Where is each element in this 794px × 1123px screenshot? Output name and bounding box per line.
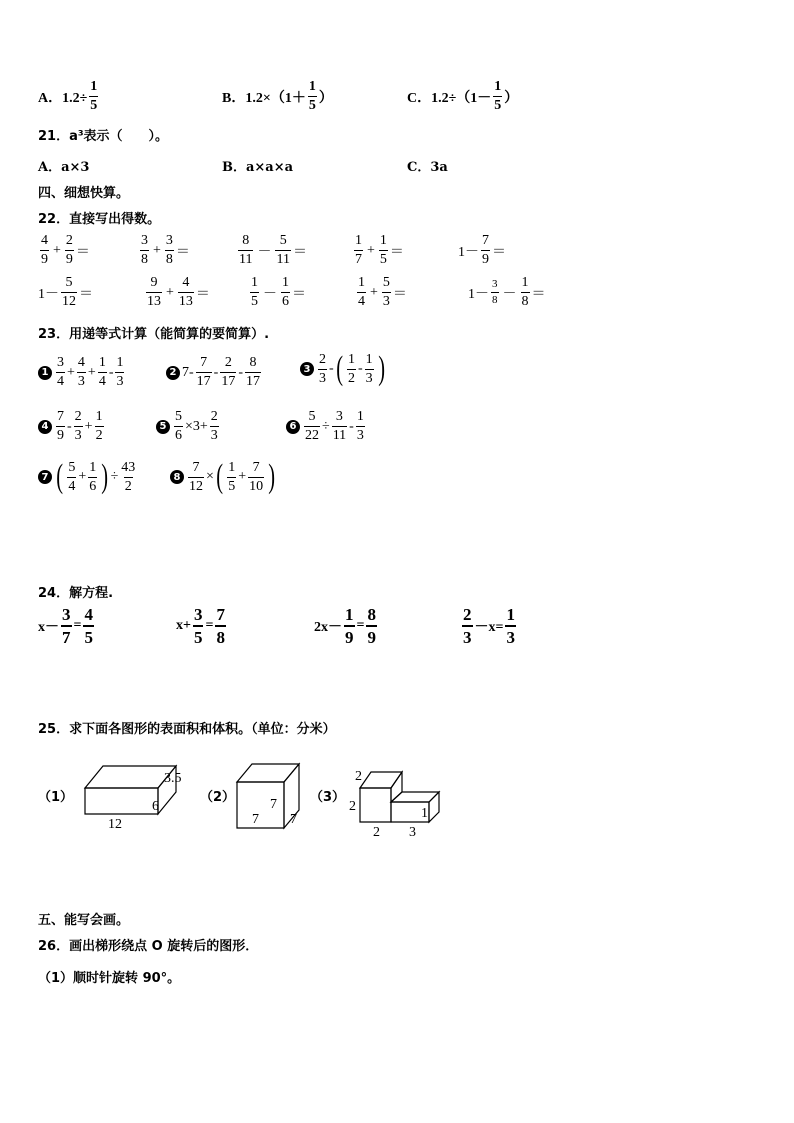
circled-number-5: 5 bbox=[156, 420, 170, 434]
solid-top-depth-label: 2 bbox=[355, 769, 362, 784]
q23-expr-5: 5 $\frac{5}{6}$ ×3+ $\frac{2}{3}$ bbox=[156, 410, 221, 443]
q22-item-1: $\frac{4}{9}$ + $\frac{2}{9}$ ＝ bbox=[41, 233, 90, 267]
cube-edge-label-inner: 7 bbox=[270, 797, 277, 812]
cuboid-width-label: 6 bbox=[152, 799, 159, 814]
q21-option-b: B．a×a×a bbox=[222, 160, 294, 175]
q20-option-c: C．1.2÷（1－ $\frac{1}{5}$ ） bbox=[407, 79, 519, 113]
circled-number-3: 3 bbox=[300, 362, 314, 376]
circled-number-6: 6 bbox=[286, 420, 300, 434]
q24-equation-1: x－ $\frac{3}{7}$ = $\frac{4}{5}$ bbox=[38, 605, 93, 647]
q22-item-6: 1－ $\frac{5}{12}$ ＝ bbox=[38, 275, 93, 309]
q21-option-c: C．3a bbox=[407, 160, 448, 175]
circled-number-8: 8 bbox=[170, 470, 184, 484]
section-4-heading: 四、细想快算。 bbox=[38, 186, 130, 201]
q24-equation-3: 2x－ $\frac{1}{9}$ = $\frac{8}{9}$ bbox=[314, 605, 376, 647]
solid-bottom-label-1: 2 bbox=[373, 825, 380, 840]
q23-expr-7: 7 ( $\frac{5}{4}$ + $\frac{1}{6}$ ) ÷ $\frac{43}{2}$ bbox=[38, 460, 138, 494]
q22-item-2: $\frac{3}{8}$ + $\frac{3}{8}$ ＝ bbox=[141, 233, 190, 267]
q25-title: 25．求下面各图形的表面积和体积。（单位：分米） bbox=[38, 722, 336, 737]
q21-stem: 21．a³表示（ ）。 bbox=[38, 129, 169, 144]
figure-1-label: （1） bbox=[38, 790, 74, 805]
cuboid-height-label: 3.5 bbox=[164, 771, 182, 786]
solid-step-label: 1 bbox=[421, 806, 428, 821]
cube-figure bbox=[232, 760, 312, 832]
q22-item-8: $\frac{1}{5}$ － $\frac{1}{6}$ ＝ bbox=[251, 275, 306, 309]
circled-number-4: 4 bbox=[38, 420, 52, 434]
q23-expr-4: 4 $\frac{7}{9}$ - $\frac{2}{3}$ + $\frac{1}{2}$ bbox=[38, 410, 106, 443]
solid-left-height-label: 2 bbox=[349, 799, 356, 814]
circled-number-7: 7 bbox=[38, 470, 52, 484]
q23-expr-8: 8 $\frac{7}{12}$ × ( $\frac{1}{5}$ + $\frac{7}{10}$ ) bbox=[170, 460, 277, 494]
q20-option-a: A．1.2÷ $\frac{1}{5}$ bbox=[38, 79, 98, 113]
q23-expr-3: 3 $\frac{2}{3}$ - ( $\frac{1}{2}$ - $\frac{1}{3}$ ) bbox=[300, 352, 387, 386]
q23-title: 23．用递等式计算（能简算的要简算）. bbox=[38, 327, 270, 342]
q22-item-10: 1－ $\frac{3}{8}$ － $\frac{1}{8}$ ＝ bbox=[468, 275, 546, 309]
q24-equation-2: x+ $\frac{3}{5}$ = $\frac{7}{8}$ bbox=[176, 605, 225, 647]
q23-expr-1: 1 $\frac{3}{4}$ + $\frac{4}{3}$ + $\frac{1}{4}$ - $\frac{1}{3}$ bbox=[38, 356, 126, 389]
q21-option-a: A．a×3 bbox=[38, 160, 90, 175]
q22-item-5: 1－ $\frac{7}{9}$ ＝ bbox=[458, 233, 506, 267]
cuboid-length-label: 12 bbox=[108, 817, 122, 832]
cube-edge-label-front: 7 bbox=[252, 812, 259, 827]
q24-title: 24．解方程. bbox=[38, 586, 114, 601]
q22-title: 22．直接写出得数。 bbox=[38, 212, 161, 227]
stepped-solid-figure bbox=[346, 760, 446, 840]
q24-equation-4: $\frac{2}{3}$ －x= $\frac{1}{3}$ bbox=[463, 605, 515, 647]
q22-item-9: $\frac{1}{4}$ + $\frac{5}{3}$ ＝ bbox=[358, 275, 407, 309]
q22-item-4: $\frac{1}{7}$ + $\frac{1}{5}$ ＝ bbox=[355, 233, 404, 267]
q26-title: 26．画出梯形绕点 O 旋转后的图形． bbox=[38, 939, 259, 954]
circled-number-2: 2 bbox=[166, 366, 180, 380]
solid-bottom-label-2: 3 bbox=[409, 825, 416, 840]
section-5-heading: 五、能写会画。 bbox=[38, 913, 130, 928]
q23-expr-2: 2 7- $\frac{7}{17}$ - $\frac{2}{17}$ - $\frac{8}{17}$ bbox=[166, 356, 263, 389]
figure-2-label: （2） bbox=[200, 790, 236, 805]
figure-3-label: （3） bbox=[310, 790, 346, 805]
cuboid-figure bbox=[80, 760, 190, 835]
circled-number-1: 1 bbox=[38, 366, 52, 380]
q22-item-3: $\frac{8}{11}$ － $\frac{5}{11}$ ＝ bbox=[239, 233, 307, 267]
q23-expr-6: 6 $\frac{5}{22}$ ÷ $\frac{3}{11}$ - $\frac{1}{3}$ bbox=[286, 410, 367, 443]
q26-sub-1: （1）顺时针旋转 90°。 bbox=[38, 971, 181, 986]
q22-item-7: $\frac{9}{13}$ + $\frac{4}{13}$ ＝ bbox=[147, 275, 210, 309]
q20-option-b: B．1.2×（1＋ $\frac{1}{5}$ ） bbox=[222, 79, 333, 113]
cube-edge-label-side: 7 bbox=[290, 812, 297, 827]
